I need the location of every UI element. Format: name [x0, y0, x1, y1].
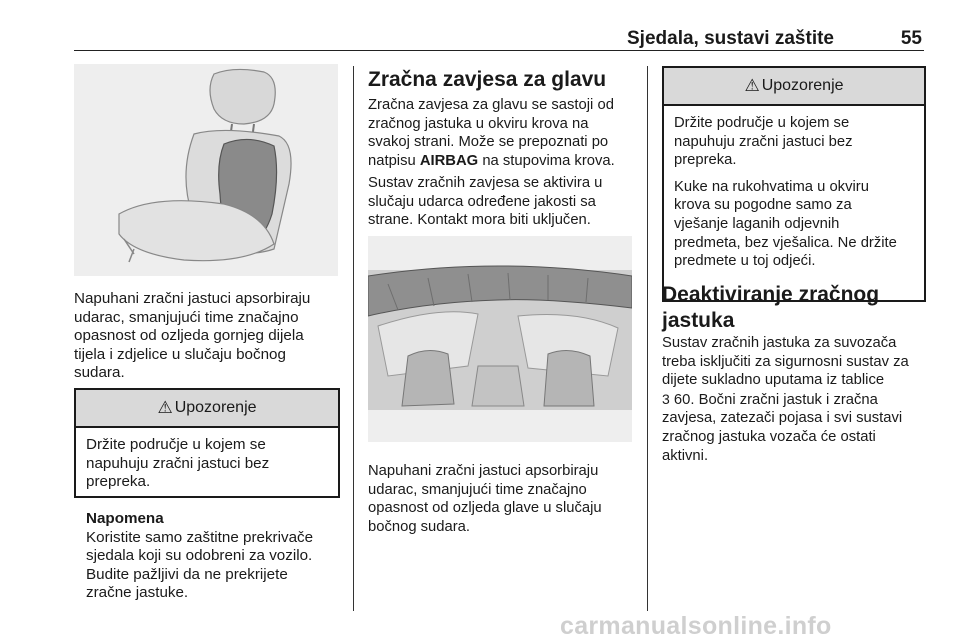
left-caption: [74, 290, 344, 383]
heading-line: Deaktiviranje zračnog: [662, 283, 880, 306]
warning-body: [76, 428, 338, 498]
deactivation-heading: [662, 282, 879, 334]
curtain-heading: Zračna zavjesa za glavu: [368, 68, 607, 91]
caption-line: Napuhani zračni jastuci apsorbiraju: [74, 290, 311, 307]
section-title: Sjedala, sustavi zaštite: [627, 28, 834, 49]
warning-box-left: [74, 388, 340, 498]
note-line: Koristite samo zaštitne prekrivače: [86, 528, 314, 546]
warning-line: prepreka.: [674, 152, 737, 169]
page-number: 55: [900, 28, 922, 49]
watermark: carmanualsonline.info: [560, 612, 832, 640]
warning-line: Držite područje u kojem se: [674, 115, 850, 131]
text-fragment: na stupovima krova.: [478, 152, 615, 169]
note-block: [86, 510, 346, 603]
text-line: [662, 390, 932, 410]
text-line: zavjesa, zatezači pojasa i svi sustavi: [662, 410, 903, 427]
caption-line: bočnog sudara.: [368, 518, 471, 535]
warning-line: Držite područje u kojem se: [86, 436, 266, 453]
text-line: Zračna zavjesa za glavu se sastoji od: [368, 97, 614, 113]
caption-line: opasnost od ozljeda glave u slučaju: [368, 500, 602, 517]
text-fragment: 60. Bočni zračni jastuk i zračna: [669, 391, 878, 408]
page-header: [74, 22, 924, 52]
warning-line: napuhuju zračni jastuci bez: [674, 133, 853, 150]
warning-title: Upozorenje: [174, 399, 257, 416]
text-line: Sustav zračnih jastuka za suvozača: [662, 335, 897, 351]
text-line: Sustav zračnih zavjesa se aktivira u: [368, 175, 603, 191]
curtain-paragraph-2: [368, 174, 643, 230]
note-line: zračne jastuke.: [86, 584, 189, 602]
caption-line: sudara.: [74, 364, 125, 382]
warning-line: krova su pogodne samo za: [674, 197, 852, 214]
warning-line: predmete u toj odjeći.: [674, 253, 816, 270]
warning-triangle-icon: ⚠: [157, 398, 173, 417]
seat-airbag-svg: [74, 64, 338, 276]
warning-line: vješanje laganih odjevnih: [674, 215, 840, 232]
curtain-airbag-illustration: [368, 236, 632, 442]
seat-airbag-illustration: [74, 64, 338, 276]
caption-line: udarac, smanjujući time značajno: [368, 481, 587, 498]
page-ref-arrow-icon[interactable]: 3: [662, 390, 670, 407]
caption-line: udarac, smanjujući time značajno: [74, 308, 299, 326]
warning-paragraph: [674, 178, 914, 271]
warning-body: [664, 106, 924, 285]
column-divider-left: [353, 66, 354, 611]
warning-line: predmeta, bez vješalica. Ne držite: [674, 234, 897, 251]
caption-line: Napuhani zračni jastuci apsorbiraju: [368, 463, 599, 479]
text-line: slučaju udarca određene jakosti sa: [368, 193, 596, 210]
airbag-label: AIRBAG: [419, 152, 479, 169]
note-title: Napomena: [86, 510, 164, 527]
warning-header: [76, 390, 338, 428]
warning-triangle-icon: ⚠: [744, 76, 760, 95]
text-line: zračnog jastuka vozača će ostati: [662, 428, 876, 445]
text-line: zračnog jastuka u okviru krova na: [368, 115, 589, 132]
text-line: treba isključiti za sigurnosni sustav za: [662, 353, 909, 370]
caption-line: tijela i zdjelice u slučaju bočnog: [74, 345, 286, 363]
column-divider-right: [647, 66, 648, 611]
text-line: [368, 152, 643, 171]
header-rule: [74, 50, 924, 51]
note-line: Budite pažljivi da ne prekrijete: [86, 565, 288, 583]
heading-line: jastuka: [662, 309, 735, 332]
curtain-airbag-svg: [368, 236, 632, 442]
text-line: svakoj strani. Može se prepoznati po: [368, 134, 609, 151]
warning-title: Upozorenje: [761, 77, 844, 94]
text-line: aktivni.: [662, 447, 709, 464]
curtain-paragraph-1: [368, 96, 643, 170]
warning-line: Kuke na rukohvatima u okviru: [674, 178, 869, 195]
text-fragment: natpisu: [368, 152, 420, 169]
text-line: dijete sukladno uputama iz tablice: [662, 372, 885, 389]
deactivation-paragraph: [662, 334, 932, 465]
warning-header: [664, 68, 924, 106]
warning-paragraph: [674, 114, 914, 170]
note-line: sjedala koji su odobreni za vozilo.: [86, 547, 313, 565]
text-line: strane. Kontakt mora biti uključen.: [368, 212, 591, 229]
warning-box-right: [662, 66, 926, 302]
warning-line: napuhuju zračni jastuci bez: [86, 454, 270, 472]
middle-caption: [368, 462, 643, 536]
warning-line: prepreka.: [86, 473, 151, 491]
caption-line: opasnost od ozljeda gornjeg dijela: [74, 327, 304, 345]
